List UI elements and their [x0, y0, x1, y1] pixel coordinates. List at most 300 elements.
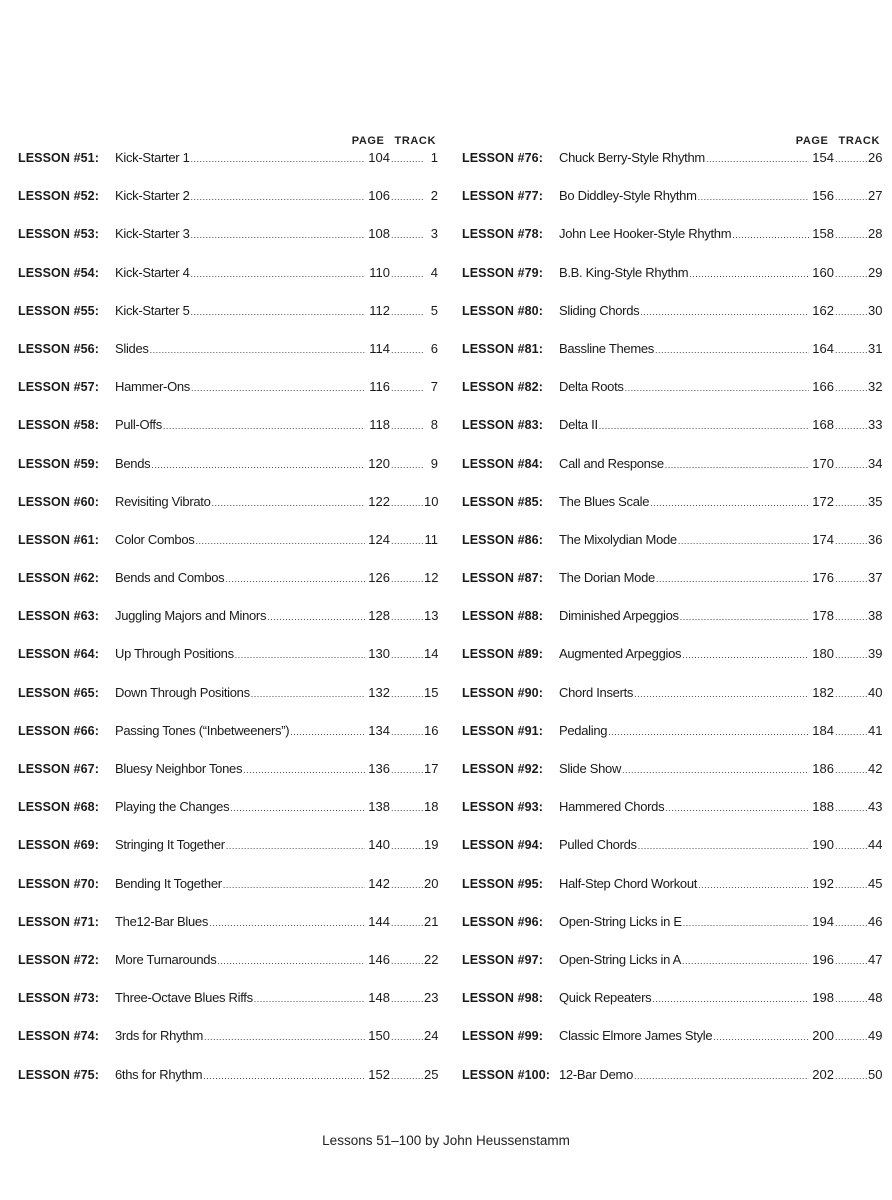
- toc-entry: [18, 531, 438, 569]
- toc-entry: [18, 1027, 438, 1065]
- lesson-number: LESSON #67:: [18, 762, 99, 776]
- lesson-number: LESSON #73:: [18, 991, 99, 1006]
- page-number: 140: [368, 837, 390, 853]
- page-number: 142: [368, 875, 390, 891]
- toc-entry: [18, 569, 438, 607]
- toc-entry: [462, 531, 882, 569]
- dot-leader: [191, 265, 365, 283]
- lesson-title: The Mixolydian Mode: [559, 531, 677, 547]
- page-number: 104: [368, 150, 390, 165]
- toc-entry: [18, 913, 438, 951]
- dot-leader: [203, 1067, 365, 1085]
- dot-leader: [267, 608, 365, 626]
- dot-leader: [665, 799, 809, 817]
- dot-leader: [391, 188, 423, 206]
- dot-leader: [698, 188, 809, 206]
- lesson-title: Bassline Themes: [559, 340, 654, 356]
- dot-leader: [655, 341, 809, 359]
- dot-leader: [835, 417, 867, 435]
- page-number: 176: [812, 570, 834, 586]
- dot-leader: [713, 1028, 809, 1046]
- toc-entry: [462, 875, 882, 913]
- dot-leader: [835, 379, 867, 397]
- track-number: 28: [868, 226, 883, 242]
- toc-entry: [462, 607, 882, 645]
- dot-leader: [254, 990, 365, 1008]
- lesson-number: LESSON #98:: [462, 991, 543, 1006]
- track-number: 4: [430, 264, 438, 280]
- toc-entry: [462, 302, 882, 340]
- dot-leader: [191, 188, 365, 206]
- toc-entry: [18, 722, 438, 760]
- dot-leader: [835, 341, 867, 359]
- dot-leader: [656, 570, 809, 588]
- dot-leader: [391, 1028, 423, 1046]
- lesson-title: Bending It Together: [115, 875, 222, 891]
- lesson-number: LESSON #71:: [18, 914, 99, 929]
- lesson-number: LESSON #96:: [462, 914, 543, 929]
- page-number: 120: [368, 455, 390, 471]
- toc-entry: [462, 187, 882, 225]
- lesson-title: Augmented Arpeggios: [559, 646, 682, 662]
- lesson-number: LESSON #93:: [462, 800, 543, 815]
- dot-leader: [391, 876, 423, 894]
- lesson-title: Classic Elmore James Style: [559, 1028, 713, 1044]
- toc-entry: [462, 264, 882, 302]
- track-header: TRACK: [838, 135, 880, 147]
- toc-entry: [462, 836, 882, 874]
- toc-entry: [462, 340, 882, 378]
- dot-leader: [835, 226, 867, 244]
- track-number: 42: [868, 761, 883, 776]
- lesson-number: LESSON #87:: [462, 571, 543, 586]
- dot-leader: [204, 1028, 365, 1046]
- lesson-title: Bluesy Neighbor Tones: [115, 761, 243, 776]
- page-number: 108: [368, 226, 390, 242]
- track-number: 17: [424, 761, 439, 776]
- lesson-number: LESSON #53:: [18, 227, 99, 242]
- page-number: 126: [368, 570, 390, 586]
- lesson-number: LESSON #77:: [462, 189, 543, 204]
- page-number: 198: [812, 990, 834, 1006]
- track-number: 21: [424, 913, 439, 929]
- track-number: 23: [424, 990, 439, 1006]
- dot-leader: [682, 646, 809, 664]
- toc-entry: [18, 1066, 438, 1104]
- lesson-number: LESSON #90:: [462, 685, 543, 700]
- toc-entry: [18, 760, 438, 798]
- toc-entry: [18, 187, 438, 225]
- lesson-number: LESSON #97:: [462, 952, 543, 967]
- page-number: 180: [812, 646, 834, 662]
- toc-entry: [18, 989, 438, 1027]
- dot-leader: [835, 723, 867, 741]
- dot-leader: [835, 1067, 867, 1085]
- toc-entry: [462, 455, 882, 493]
- toc-entry: [18, 378, 438, 416]
- page-number: 182: [812, 684, 834, 700]
- toc-entry: [18, 264, 438, 302]
- dot-leader: [391, 1067, 423, 1085]
- lesson-title: Juggling Majors and Minors: [115, 608, 267, 624]
- lesson-number: LESSON #82:: [462, 380, 543, 395]
- dot-leader: [650, 494, 809, 512]
- dot-leader: [391, 799, 423, 817]
- toc-entry: [18, 302, 438, 340]
- toc-entry: [18, 607, 438, 645]
- toc-entry: [462, 645, 882, 683]
- toc-entry: [462, 798, 882, 836]
- dot-leader: [191, 379, 365, 397]
- lesson-number: LESSON #83:: [462, 418, 543, 433]
- track-number: 14: [424, 646, 439, 662]
- dot-leader: [835, 952, 867, 970]
- track-number: 48: [868, 990, 883, 1006]
- track-number: 38: [868, 608, 883, 624]
- toc-entry: [462, 493, 882, 531]
- lesson-title: Bends: [115, 455, 151, 471]
- lesson-number: LESSON #70:: [18, 876, 99, 891]
- lesson-title: Kick-Starter 5: [115, 302, 190, 318]
- toc-list-left: [18, 149, 438, 1104]
- lesson-number: LESSON #55:: [18, 303, 99, 318]
- lesson-title: Slide Show: [559, 761, 622, 776]
- toc-entry: [18, 340, 438, 378]
- track-number: 37: [868, 570, 883, 586]
- lesson-title: Playing the Changes: [115, 799, 230, 815]
- lesson-number: LESSON #57:: [18, 380, 99, 395]
- dot-leader: [835, 837, 867, 855]
- dot-leader: [640, 303, 809, 321]
- lesson-title: The Dorian Mode: [559, 570, 655, 586]
- toc-entry: [18, 836, 438, 874]
- lesson-number: LESSON #76:: [462, 151, 543, 165]
- dot-leader: [835, 876, 867, 894]
- lesson-number: LESSON #84:: [462, 456, 543, 471]
- column-header: [18, 133, 438, 149]
- lesson-number: LESSON #88:: [462, 609, 543, 624]
- dot-leader: [391, 646, 423, 664]
- toc-entry: [18, 645, 438, 683]
- dot-leader: [212, 494, 365, 512]
- dot-leader: [191, 303, 365, 321]
- page-number: 132: [368, 684, 390, 700]
- dot-leader: [391, 570, 423, 588]
- dot-leader: [290, 723, 365, 741]
- lesson-number: LESSON #61:: [18, 532, 99, 547]
- dot-leader: [391, 761, 423, 779]
- lesson-title: Diminished Arpeggios: [559, 608, 679, 624]
- dot-leader: [835, 570, 867, 588]
- page-number: 164: [812, 340, 834, 356]
- lesson-title: Open-String Licks in A: [559, 951, 682, 967]
- lesson-number: LESSON #94:: [462, 838, 543, 853]
- dot-leader: [391, 494, 423, 512]
- toc-entry: [462, 684, 882, 722]
- dot-leader: [608, 723, 809, 741]
- page-number: 146: [368, 951, 390, 967]
- toc-list-right: [462, 149, 882, 1104]
- lesson-title: Three-Octave Blues Riffs: [115, 990, 253, 1006]
- track-number: 29: [868, 264, 883, 280]
- toc-entry: [18, 684, 438, 722]
- track-number: 41: [868, 722, 883, 738]
- track-number: 10: [424, 493, 439, 509]
- lesson-title: Stringing It Together: [115, 837, 225, 853]
- dot-leader: [391, 990, 423, 1008]
- lesson-title: Chord Inserts: [559, 684, 634, 700]
- lesson-title: Open-String Licks in E: [559, 913, 682, 929]
- page-number: 192: [812, 875, 834, 891]
- page-number: 114: [369, 340, 390, 356]
- dot-leader: [391, 456, 423, 474]
- track-number: 13: [424, 608, 439, 624]
- dot-leader: [665, 456, 809, 474]
- dot-leader: [835, 188, 867, 206]
- page-number: 178: [812, 608, 834, 624]
- track-number: 7: [430, 379, 438, 395]
- track-number: 18: [424, 799, 439, 815]
- page-number: 174: [812, 531, 834, 547]
- page-number: 158: [812, 226, 834, 242]
- lesson-number: LESSON #52:: [18, 189, 99, 204]
- lesson-number: LESSON #51:: [18, 151, 99, 165]
- lesson-title: Pedaling: [559, 722, 608, 738]
- page-number: 194: [812, 913, 834, 929]
- lesson-number: LESSON #74:: [18, 1029, 99, 1044]
- dot-leader: [391, 303, 423, 321]
- lesson-number: LESSON #60:: [18, 494, 99, 509]
- track-number: 25: [424, 1066, 439, 1082]
- lesson-number: LESSON #80:: [462, 303, 543, 318]
- lesson-title: Chuck Berry-Style Rhythm: [559, 150, 705, 165]
- lesson-number: LESSON #66:: [18, 723, 99, 738]
- dot-leader: [683, 914, 809, 932]
- lesson-title: 6ths for Rhythm: [115, 1066, 203, 1082]
- toc-entry: [462, 378, 882, 416]
- page-number: 130: [368, 646, 390, 662]
- lesson-title: Hammer-Ons: [115, 379, 191, 395]
- lesson-number: LESSON #59:: [18, 456, 99, 471]
- lesson-title: 12-Bar Demo: [559, 1066, 634, 1082]
- track-number: 49: [868, 1028, 883, 1044]
- dot-leader: [196, 532, 366, 550]
- lesson-number: LESSON #64:: [18, 647, 99, 662]
- toc-entry: [18, 225, 438, 263]
- page-number: 200: [812, 1028, 834, 1044]
- dot-leader: [689, 265, 809, 283]
- track-number: 3: [430, 226, 438, 242]
- track-number: 1: [430, 150, 438, 165]
- dot-leader: [835, 646, 867, 664]
- toc-entry: [462, 225, 882, 263]
- toc-entry: [462, 1066, 882, 1104]
- track-number: 36: [868, 531, 883, 547]
- page-number: 148: [368, 990, 390, 1006]
- track-number: 22: [424, 951, 439, 967]
- track-number: 30: [868, 302, 883, 318]
- dot-leader: [251, 685, 365, 703]
- page-number: 110: [369, 264, 390, 280]
- page-number: 144: [368, 913, 390, 929]
- lesson-number: LESSON #54:: [18, 265, 99, 280]
- track-number: 31: [868, 340, 883, 356]
- track-number: 33: [868, 417, 883, 433]
- toc-column-right: [462, 133, 882, 1104]
- dot-leader: [391, 532, 423, 550]
- dot-leader: [391, 685, 423, 703]
- track-number: 24: [424, 1028, 439, 1044]
- track-number: 26: [868, 150, 883, 165]
- dot-leader: [225, 570, 365, 588]
- lesson-number: LESSON #100:: [462, 1067, 551, 1082]
- lesson-number: LESSON #89:: [462, 647, 543, 662]
- dot-leader: [638, 837, 809, 855]
- dot-leader: [706, 150, 809, 168]
- dot-leader: [391, 914, 423, 932]
- track-number: 46: [868, 913, 883, 929]
- dot-leader: [191, 226, 365, 244]
- dot-leader: [634, 685, 809, 703]
- page-number: 106: [368, 188, 390, 204]
- toc-entry: [462, 149, 882, 187]
- track-number: 11: [424, 531, 438, 547]
- page-number: 156: [812, 188, 834, 204]
- dot-leader: [235, 646, 365, 664]
- column-header: [462, 133, 882, 149]
- toc-entry: [18, 493, 438, 531]
- track-number: 15: [424, 684, 439, 700]
- lesson-title: Slides: [115, 340, 149, 356]
- lesson-title: Call and Response: [559, 455, 664, 471]
- page-number: 128: [368, 608, 390, 624]
- dot-leader: [391, 608, 423, 626]
- dot-leader: [391, 150, 423, 168]
- toc-entry: [462, 416, 882, 454]
- track-number: 12: [424, 570, 439, 586]
- lesson-title: Color Combos: [115, 531, 195, 547]
- dot-leader: [698, 876, 809, 894]
- lesson-title: Kick-Starter 1: [115, 150, 190, 165]
- toc-column-left: [18, 133, 438, 1104]
- track-number: 32: [868, 379, 883, 395]
- lesson-title: Pull-Offs: [115, 417, 162, 433]
- lesson-title: Kick-Starter 4: [115, 264, 190, 280]
- page-header: PAGE: [795, 135, 829, 147]
- page-number: 138: [368, 799, 390, 815]
- page-number: 186: [812, 761, 834, 776]
- dot-leader: [391, 341, 423, 359]
- page-number: 112: [369, 302, 390, 318]
- page-number: 202: [812, 1066, 834, 1082]
- track-number: 5: [430, 302, 438, 318]
- page-number: 168: [812, 417, 834, 433]
- page-number: 162: [812, 302, 834, 318]
- track-number: 35: [868, 493, 883, 509]
- lesson-title: Bo Diddley-Style Rhythm: [559, 188, 697, 204]
- lesson-title: The12-Bar Blues: [115, 913, 209, 929]
- dot-leader: [622, 761, 809, 779]
- dot-leader: [599, 417, 809, 435]
- lesson-number: LESSON #69:: [18, 838, 99, 853]
- dot-leader: [835, 456, 867, 474]
- toc-entry: [462, 913, 882, 951]
- lesson-title: Revisiting Vibrato: [115, 493, 211, 509]
- track-number: 20: [424, 875, 439, 891]
- track-number: 50: [868, 1066, 883, 1082]
- page-number: 170: [812, 455, 834, 471]
- dot-leader: [391, 226, 423, 244]
- dot-leader: [680, 608, 809, 626]
- track-number: 43: [868, 799, 883, 815]
- page-footer: Lessons 51–100 by John Heussenstamm: [322, 1133, 570, 1148]
- dot-leader: [835, 532, 867, 550]
- page-header: PAGE: [351, 135, 385, 147]
- toc-entry: [462, 760, 882, 798]
- toc-entry: [18, 149, 438, 187]
- dot-leader: [652, 990, 809, 1008]
- track-number: 19: [424, 837, 439, 853]
- dot-leader: [678, 532, 809, 550]
- lesson-number: LESSON #63:: [18, 609, 99, 624]
- track-number: 6: [430, 340, 438, 356]
- lesson-title: Kick-Starter 2: [115, 188, 190, 204]
- page-number: 188: [812, 799, 834, 815]
- lesson-title: Down Through Positions: [115, 684, 250, 700]
- dot-leader: [209, 914, 365, 932]
- dot-leader: [391, 379, 423, 397]
- page-number: 136: [368, 761, 390, 776]
- page-number: 184: [812, 722, 834, 738]
- page-number: 172: [812, 493, 834, 509]
- page-number: 154: [812, 150, 834, 165]
- lesson-title: Quick Repeaters: [559, 990, 652, 1006]
- dot-leader: [391, 723, 423, 741]
- toc-entry: [462, 989, 882, 1027]
- lesson-title: B.B. King-Style Rhythm: [559, 264, 689, 280]
- track-number: 44: [868, 837, 883, 853]
- toc-entry: [462, 1027, 882, 1065]
- dot-leader: [391, 837, 423, 855]
- track-number: 47: [868, 951, 883, 967]
- dot-leader: [682, 952, 809, 970]
- track-number: 8: [430, 417, 438, 433]
- dot-leader: [835, 608, 867, 626]
- dot-leader: [223, 876, 365, 894]
- lesson-title: Delta II: [559, 417, 598, 433]
- lesson-title: The Blues Scale: [559, 493, 650, 509]
- dot-leader: [163, 417, 365, 435]
- page-number: 190: [812, 837, 834, 853]
- lesson-title: Half-Step Chord Workout: [559, 875, 698, 891]
- dot-leader: [226, 837, 365, 855]
- lesson-title: 3rds for Rhythm: [115, 1028, 203, 1044]
- dot-leader: [835, 494, 867, 512]
- lesson-number: LESSON #58:: [18, 418, 99, 433]
- track-number: 16: [424, 722, 439, 738]
- lesson-title: Kick-Starter 3: [115, 226, 190, 242]
- lesson-title: Up Through Positions: [115, 646, 234, 662]
- toc-entry: [462, 951, 882, 989]
- dot-leader: [625, 379, 809, 397]
- lesson-number: LESSON #78:: [462, 227, 543, 242]
- track-number: 39: [868, 646, 883, 662]
- dot-leader: [230, 799, 365, 817]
- lesson-number: LESSON #85:: [462, 494, 543, 509]
- track-header: TRACK: [394, 135, 436, 147]
- dot-leader: [835, 761, 867, 779]
- dot-leader: [391, 265, 423, 283]
